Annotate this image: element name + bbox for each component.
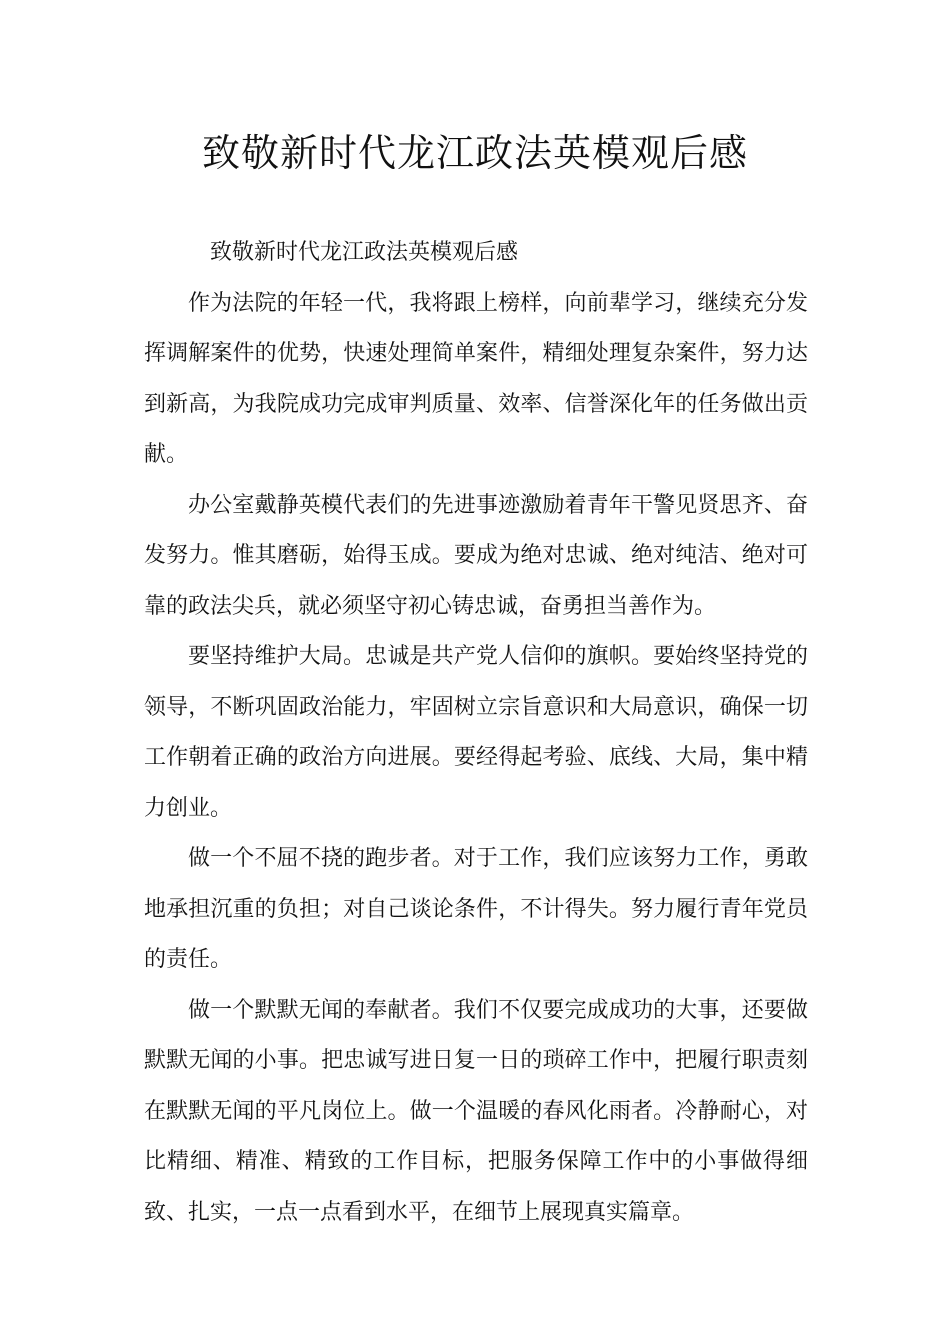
document-subtitle: 致敬新时代龙江政法英模观后感 bbox=[210, 240, 519, 265]
paragraph: 要坚持维护大局。忠诚是共产党人信仰的旗帜。要始终坚持党的领导，不断巩固政治能力，牢固树立宗旨意识和大局意识，确保一切工作朝着正确的政治方向进展。要经得起考验、底线、大局，集中精力创业。 bbox=[144, 644, 808, 821]
document-title: 致敬新时代龙江政法英模观后感 bbox=[201, 131, 748, 175]
paragraph: 做一个默默无闻的奉献者。我们不仅要完成成功的大事，还要做默默无闻的小事。把忠诚写进日复一日的琐碎工作中，把履行职责刻在默默无闻的平凡岗位上。做一个温暖的春风化雨者。冷静耐心，对比精细、精准、精致的工作目标，把服务保障工作中的小事做得细致、扎实，一点一点看到水平，在细节上展现真实篇章。 bbox=[144, 997, 808, 1225]
document-body bbox=[144, 228, 808, 1238]
paragraph: 办公室戴静英模代表们的先进事迹激励着青年干警见贤思齐、奋发努力。惟其磨砺，始得玉成。要成为绝对忠诚、绝对纯洁、绝对可靠的政法尖兵，就必须坚守初心铸忠诚，奋勇担当善作为。 bbox=[144, 492, 808, 619]
paragraph: 做一个不屈不挠的跑步者。对于工作，我们应该努力工作，勇敢地承担沉重的负担；对自己谈论条件，不计得失。努力履行青年党员的责任。 bbox=[144, 846, 808, 972]
paragraph: 作为法院的年轻一代，我将跟上榜样，向前辈学习，继续充分发挥调解案件的优势，快速处理简单案件，精细处理复杂案件，努力达到新高，为我院成功完成审判质量、效率、信誉深化年的任务做出贡献。 bbox=[144, 290, 808, 467]
